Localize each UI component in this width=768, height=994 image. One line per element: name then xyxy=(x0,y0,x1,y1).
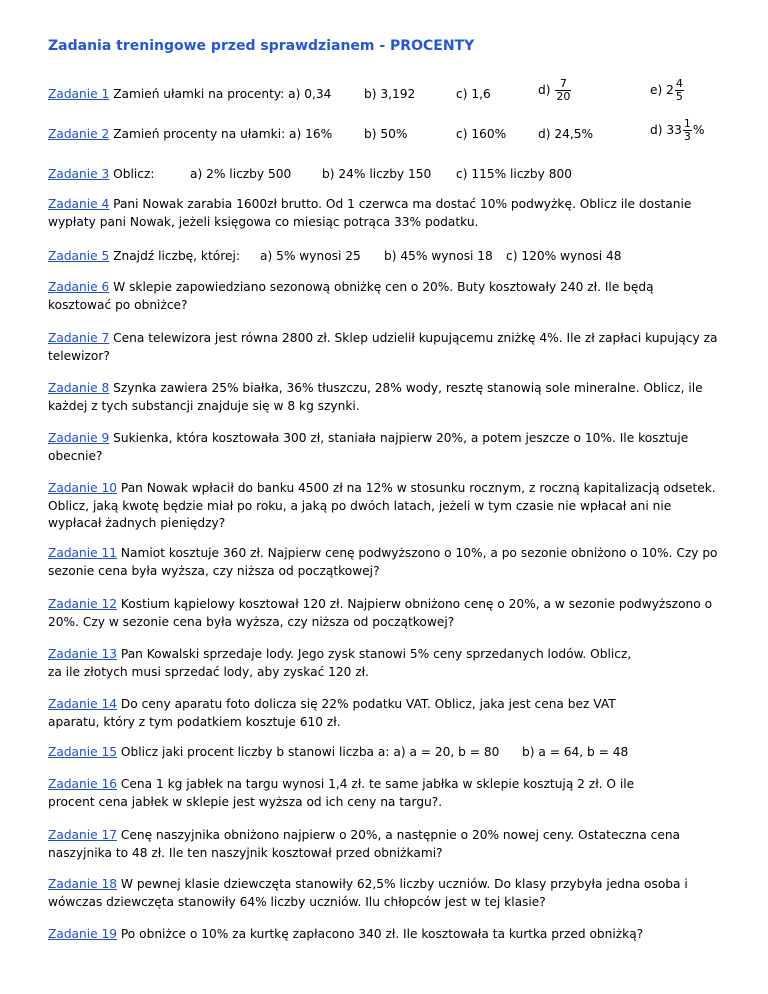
task-text: W pewnej klasie dziewczęta stanowiły 62,5% liczby uczniów. Do klasy przybyła jedna osoba i wówczas dziewczęta stanowiły 64% liczby uczniów. Ilu chłopców jest w tej klasie? xyxy=(48,877,688,909)
task-text: W sklepie zapowiedziano sezonową obniżkę cen o 20%. Buty kosztowały 240 zł. Ile będą kosztować po obniżce? xyxy=(48,280,654,312)
task-3-option-a: a) 2% liczby 500 xyxy=(190,167,292,181)
task-label: Zadanie 9 xyxy=(48,431,110,445)
task-label: Zadanie 6 xyxy=(48,280,110,294)
task-10 xyxy=(48,480,720,533)
task-4 xyxy=(48,196,720,231)
task-label: Zadanie 8 xyxy=(48,381,110,395)
task-text: Do ceny aparatu foto dolicza się 22% podatku VAT. Oblicz, jaka jest cena bez VAT xyxy=(117,697,616,711)
task-2-option-b: b) 50% xyxy=(364,127,408,141)
page-title: Zadania treningowe przed sprawdzianem - PROCENTY xyxy=(48,38,475,54)
task-text: Namiot kosztuje 360 zł. Najpierw cenę podwyższono o 10%, a po sezonie obniżono o 10%. Czy po sezonie cena była wyższa, czy niższa od początkowej? xyxy=(48,546,718,578)
task-text: Zamień procenty na ułamki: a) 16% xyxy=(109,127,333,141)
task-5-option-c: c) 120% wynosi 48 xyxy=(506,249,622,263)
task-18 xyxy=(48,876,720,911)
task-text: Cena 1 kg jabłek na targu wynosi 1,4 zł. te same jabłka w sklepie kosztują 2 zł. O ile xyxy=(117,777,635,791)
task-13 xyxy=(48,646,720,681)
task-2-option-d: d) 24,5% xyxy=(538,127,594,141)
task-17 xyxy=(48,827,720,862)
task-label: Zadanie 11 xyxy=(48,546,118,560)
task-text: Zamień ułamki na procenty: a) 0,34 xyxy=(109,87,332,101)
task-label: Zadanie 15 xyxy=(48,745,118,759)
task-label: Zadanie 10 xyxy=(48,481,118,495)
task-label: Zadanie 1 xyxy=(48,87,110,101)
task-label: Zadanie 2 xyxy=(48,127,110,141)
fraction: $\frac{4}{5}$ xyxy=(675,77,683,104)
task-text-line-2: za ile złotych musi sprzedać lody, aby zyskać 120 zł. xyxy=(48,664,370,679)
task-text: Pani Nowak zarabia 1600zł brutto. Od 1 czerwca ma dostać 10% podwyżkę. Oblicz ile dostanie wypłaty pani Nowak, jeżeli księgowa co miesiąc potrąca 33% podatku. xyxy=(48,197,692,229)
task-label: Zadanie 16 xyxy=(48,777,118,791)
task-9 xyxy=(48,430,720,465)
task-text: Kostium kąpielowy kosztował 120 zł. Najpierw obniżono cenę o 20%, a w sezonie podwyższono o 20%. Czy w sezonie cena była wyższa, czy niższa od początkowej? xyxy=(48,597,713,629)
task-label: Zadanie 17 xyxy=(48,828,118,842)
task-label: Zadanie 18 xyxy=(48,877,118,891)
task-3 xyxy=(48,166,154,184)
task-label: Zadanie 14 xyxy=(48,697,118,711)
task-text: Pan Nowak wpłacił do banku 4500 zł na 12% w stosunku rocznym, z roczną kapitalizacją odsetek. Oblicz, jaką kwotę będzie miał po roku, a jaką po dwóch latach, jeżeli w tym czasie nie wpłacał ani nie wypłacał żadnych pieniędzy? xyxy=(48,481,716,531)
task-6 xyxy=(48,279,720,314)
task-label: Zadanie 12 xyxy=(48,597,118,611)
task-text: Cena telewizora jest równa 2800 zł. Sklep udzielił kupującemu zniżkę 4%. Ile zł zapłaci kupujący za telewizor? xyxy=(48,331,718,363)
task-15-option-b: b) a = 64, b = 48 xyxy=(522,745,629,759)
task-label: Zadanie 3 xyxy=(48,167,110,181)
task-16 xyxy=(48,776,720,811)
task-label: Zadanie 13 xyxy=(48,647,118,661)
task-3-option-c: c) 115% liczby 800 xyxy=(456,167,573,181)
task-8 xyxy=(48,380,720,415)
task-text: Oblicz jaki procent liczby b stanowi liczba a: a) a = 20, b = 80 xyxy=(117,745,500,759)
task-11 xyxy=(48,545,720,580)
task-text: Znajdź liczbę, której: xyxy=(109,249,240,263)
task-5 xyxy=(48,248,240,266)
task-text: Szynka zawiera 25% białka, 36% tłuszczu, 28% wody, resztę stanowią sole mineralne. Oblicz, ile każdej z tych substancji znajduje się w 8 kg szynki. xyxy=(48,381,703,413)
task-7 xyxy=(48,330,720,365)
task-text: Cenę naszyjnika obniżono najpierw o 20%, a następnie o 20% nowej ceny. Ostateczna cena naszyjnika to 48 zł. Ile ten naszyjnik kosztował przed obniżkami? xyxy=(48,828,681,860)
task-1-option-b: b) 3,192 xyxy=(364,87,416,101)
task-text-line-2: aparatu, który z tym podatkiem kosztuje 610 zł. xyxy=(48,714,341,729)
task-label: Zadanie 7 xyxy=(48,331,110,345)
task-19 xyxy=(48,926,720,944)
task-label: Zadanie 19 xyxy=(48,927,118,941)
task-15 xyxy=(48,744,499,762)
task-1-option-e: e) 2 $\frac{4}{5}$ xyxy=(650,77,683,104)
fraction: $\frac{7}{20}$ xyxy=(556,77,571,104)
task-5-option-b: b) 45% wynosi 18 xyxy=(384,249,493,263)
task-1-option-c: c) 1,6 xyxy=(456,87,491,101)
task-text: Pan Kowalski sprzedaje lody. Jego zysk stanowi 5% ceny sprzedanych lodów. Oblicz, xyxy=(117,647,632,661)
task-2 xyxy=(48,126,332,144)
task-text-line-2: procent cena jabłek w sklepie jest wyższa od ich ceny na targu?. xyxy=(48,794,443,809)
task-label: Zadanie 5 xyxy=(48,249,110,263)
task-2-option-c: c) 160% xyxy=(456,127,507,141)
task-1-option-d: d) $\frac{7}{20}$ xyxy=(538,77,571,104)
task-text: Po obniżce o 10% za kurtkę zapłacono 340 zł. Ile kosztowała ta kurtka przed obniżką? xyxy=(117,927,644,941)
task-2-option-d2: d) 33 $\frac{1}{3}$ % xyxy=(650,117,705,144)
task-1 xyxy=(48,86,331,104)
task-text: Sukienka, która kosztowała 300 zł, staniała najpierw 20%, a potem jeszcze o 10%. Ile kosztuje obecnie? xyxy=(48,431,689,463)
fraction: $\frac{1}{3}$ xyxy=(683,117,691,144)
task-text: Oblicz: xyxy=(109,167,155,181)
task-label: Zadanie 4 xyxy=(48,197,110,211)
task-5-option-a: a) 5% wynosi 25 xyxy=(260,249,361,263)
task-3-option-b: b) 24% liczby 150 xyxy=(322,167,432,181)
task-14 xyxy=(48,696,720,731)
task-12 xyxy=(48,596,720,631)
